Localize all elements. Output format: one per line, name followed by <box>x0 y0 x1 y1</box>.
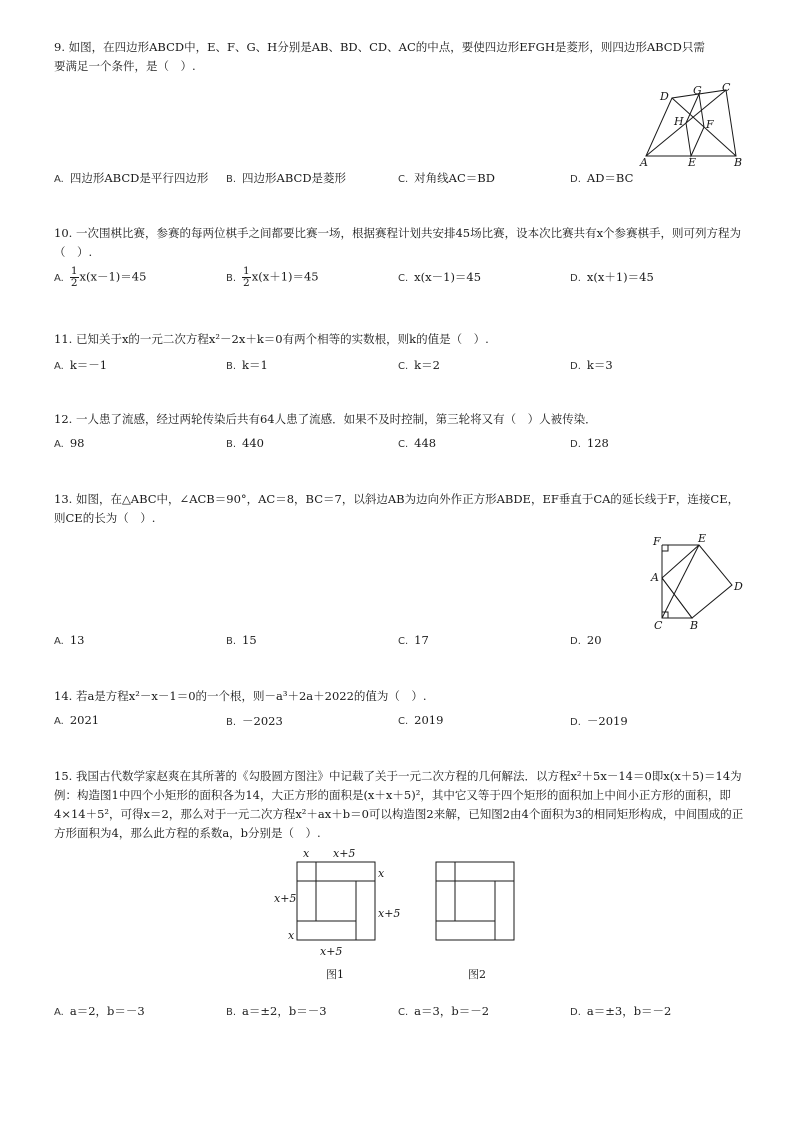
option-value: 448 <box>414 436 437 450</box>
question-9-options <box>54 170 744 190</box>
option-value: 20 <box>586 633 602 647</box>
question-12-options <box>54 436 744 456</box>
fig1-label: x+5 <box>320 945 343 958</box>
label-e: E <box>698 532 707 545</box>
fraction <box>242 266 251 289</box>
fig1-outer-square <box>297 862 375 940</box>
segment-ce <box>662 545 699 618</box>
label-a: A <box>640 156 648 169</box>
option-value: AD＝BC <box>586 171 634 185</box>
option-d[interactable] <box>570 1003 671 1019</box>
option-a[interactable] <box>54 1003 145 1019</box>
fig1-label: x <box>288 929 295 942</box>
question-13-text: 13. 如图，在△ABC中，∠ACB＝90°，AC＝8，BC＝7，以斜边AB为边向外作正方形ABDE，EF垂直于CA的延长线于F，连接CE，则CE的长为（ ）. <box>54 492 740 525</box>
fig1-label: x <box>378 867 385 880</box>
right-angle-f <box>662 545 668 551</box>
question-11 <box>54 330 744 349</box>
option-c[interactable] <box>398 633 429 647</box>
option-c[interactable] <box>398 713 443 727</box>
question-14 <box>54 687 744 706</box>
fraction-denominator: 2 <box>70 277 78 289</box>
fraction-numerator: 1 <box>70 265 78 277</box>
question-13 <box>54 490 744 528</box>
question-15-text: 15. 我国古代数学家赵爽在其所著的《勾股圆方图注》中记载了关于一元二次方程的几何解法．以方程x²＋5x－14＝0即x(x＋5)＝14为例：构造图1中四个小矩形的面积各为14，大正方形的面积是(x＋x＋5)²，其中它又等于四个矩形的面积加上中间小正方形的面积，即4×14＋5²，可得x＝2，那么对于一元二次方程x²＋ax＋b＝0可以构造图2来解，已知图2由4个面积为3的相同矩形构成，中间围成的正方形面积为4，那么此方程的系数a，b分别是（ ）. <box>54 769 744 840</box>
fraction-numerator: 1 <box>243 265 250 277</box>
option-c[interactable] <box>398 170 495 186</box>
option-label: D. <box>570 636 581 647</box>
quadrilateral-figure <box>636 82 746 170</box>
figure-2 <box>436 862 514 940</box>
option-value: 2019 <box>414 713 444 727</box>
option-label: D. <box>570 439 581 450</box>
option-a[interactable] <box>54 357 107 373</box>
question-12-text: 12. 一人患了流感，经过两轮传染后共有64人患了流感．如果不及时控制，第三轮将又有（ ）人被传染． <box>54 412 597 426</box>
option-label: A. <box>54 636 64 647</box>
fig1-caption: 图1 <box>326 968 344 981</box>
option-value: 四边形ABCD是菱形 <box>242 171 347 185</box>
option-value: 17 <box>414 633 429 647</box>
option-value: －2023 <box>242 714 283 728</box>
question-14-text: 14. 若a是方程x²－x－1＝0的一个根，则－a³＋2a＋2022的值为（ ）. <box>54 689 427 703</box>
question-13-options <box>54 633 744 653</box>
fig2-outer-square <box>436 862 514 940</box>
option-d[interactable] <box>570 633 602 647</box>
label-h: H <box>674 115 684 128</box>
option-label: D. <box>570 174 581 185</box>
option-d[interactable] <box>570 436 609 450</box>
option-value: a＝±3，b＝－2 <box>586 1004 672 1018</box>
fraction <box>70 266 79 289</box>
question-12 <box>54 410 744 429</box>
option-a[interactable] <box>54 633 84 647</box>
label-c: C <box>722 82 731 94</box>
option-value: k＝－1 <box>69 358 108 372</box>
label-g: G <box>693 84 702 97</box>
option-label: B. <box>226 636 237 647</box>
option-b[interactable] <box>226 266 319 289</box>
label-f: F <box>653 535 661 548</box>
fig2-caption: 图2 <box>468 968 486 981</box>
option-c[interactable] <box>398 269 481 285</box>
zhao-shuang-figures <box>270 842 530 986</box>
square-triangle-figure <box>644 530 746 634</box>
option-label: A. <box>54 716 64 727</box>
option-value: x(x＋1)＝45 <box>586 270 654 284</box>
label-a: A <box>651 571 659 584</box>
question-14-options <box>54 713 744 733</box>
option-label: A. <box>54 439 64 450</box>
question-11-options <box>54 357 744 377</box>
label-b: B <box>690 619 699 632</box>
option-c[interactable] <box>398 1003 489 1019</box>
option-value: a＝3，b＝－2 <box>414 1004 490 1018</box>
option-d[interactable] <box>570 170 633 186</box>
question-11-text: 11. 已知关于x的一元二次方程x²－2x＋k＝0有两个相等的实数根，则k的值是（ ）. <box>54 332 489 346</box>
question-9-text: 9. 如图，在四边形ABCD中，E、F、G、H分别是AB、BD、CD、AC的中点，要使四边形EFGH是菱形，则四边形ABCD只需要满足一个条件，是（ ）. <box>54 40 705 73</box>
option-label: B. <box>226 717 237 728</box>
question-10-text: 10. 一次围棋比赛，参赛的每两位棋手之间都要比赛一场，根据赛程计划共安排45场比赛，设本次比赛共有x个参赛棋手，则可列方程为（ ）. <box>54 226 742 259</box>
fig1-label: x <box>303 847 310 860</box>
option-label: C. <box>398 636 409 647</box>
option-label: B. <box>226 174 237 185</box>
option-label: B. <box>226 439 237 450</box>
option-d[interactable] <box>570 713 628 729</box>
question-15-options <box>54 1003 744 1023</box>
option-label: A. <box>54 1007 64 1018</box>
option-b[interactable] <box>226 170 346 186</box>
question-9 <box>54 38 714 76</box>
label-b: B <box>734 156 743 169</box>
option-label: C. <box>398 174 409 185</box>
option-a[interactable] <box>54 266 146 289</box>
option-value: 四边形ABCD是平行四边形 <box>69 171 209 185</box>
label-d: D <box>660 90 669 103</box>
option-value: x(x－1)＝45 <box>79 269 147 284</box>
option-label: C. <box>398 273 409 284</box>
label-e: E <box>688 156 697 169</box>
option-b[interactable] <box>226 1003 327 1019</box>
option-d[interactable] <box>570 269 654 285</box>
option-label: C. <box>398 1007 409 1018</box>
option-value: a＝±2，b＝－3 <box>242 1004 327 1018</box>
option-value: 对角线AC＝BD <box>414 171 495 185</box>
option-b[interactable] <box>226 713 283 729</box>
fraction-denominator: 2 <box>243 277 250 289</box>
option-a[interactable] <box>54 713 99 727</box>
option-value: 2021 <box>69 713 100 727</box>
label-d: D <box>734 580 743 593</box>
option-label: A. <box>54 272 64 284</box>
option-value: k＝3 <box>586 358 613 372</box>
option-label: C. <box>398 361 409 372</box>
figure-1 <box>297 862 375 940</box>
option-label: B. <box>226 1007 237 1018</box>
option-a[interactable] <box>54 170 208 186</box>
option-label: C. <box>398 439 409 450</box>
option-value: 98 <box>69 436 85 450</box>
option-label: D. <box>570 273 581 284</box>
option-d[interactable] <box>570 357 613 373</box>
fig1-label: x+5 <box>378 907 401 920</box>
option-value: k＝2 <box>414 358 440 372</box>
option-value: 128 <box>586 436 609 450</box>
option-label: D. <box>570 361 581 372</box>
option-value: 440 <box>242 436 264 450</box>
option-c[interactable] <box>398 436 436 450</box>
question-15 <box>54 767 744 843</box>
option-b[interactable] <box>226 633 257 647</box>
option-value: a＝2，b＝－3 <box>69 1004 145 1018</box>
option-value: k＝1 <box>242 358 268 372</box>
fig1-label: x+5 <box>333 847 356 860</box>
square-abde <box>662 545 732 618</box>
option-label: B. <box>226 272 237 284</box>
question-10 <box>54 224 744 262</box>
option-b[interactable] <box>226 436 264 450</box>
option-value: －2019 <box>586 714 628 728</box>
label-c: C <box>654 619 663 632</box>
option-label: B. <box>226 361 237 372</box>
option-value: x(x－1)＝45 <box>414 270 482 284</box>
option-value: 15 <box>242 633 257 647</box>
option-label: C. <box>398 716 409 727</box>
option-label: A. <box>54 361 64 372</box>
option-a[interactable] <box>54 436 84 450</box>
option-b[interactable] <box>226 357 268 373</box>
label-f: F <box>706 118 714 131</box>
question-10-options <box>54 266 744 296</box>
fig1-label: x+5 <box>274 892 297 905</box>
option-value: x(x＋1)＝45 <box>251 269 319 284</box>
option-c[interactable] <box>398 357 440 373</box>
option-label: D. <box>570 717 581 728</box>
option-label: A. <box>54 174 64 185</box>
option-label: D. <box>570 1007 581 1018</box>
option-value: 13 <box>69 633 85 647</box>
